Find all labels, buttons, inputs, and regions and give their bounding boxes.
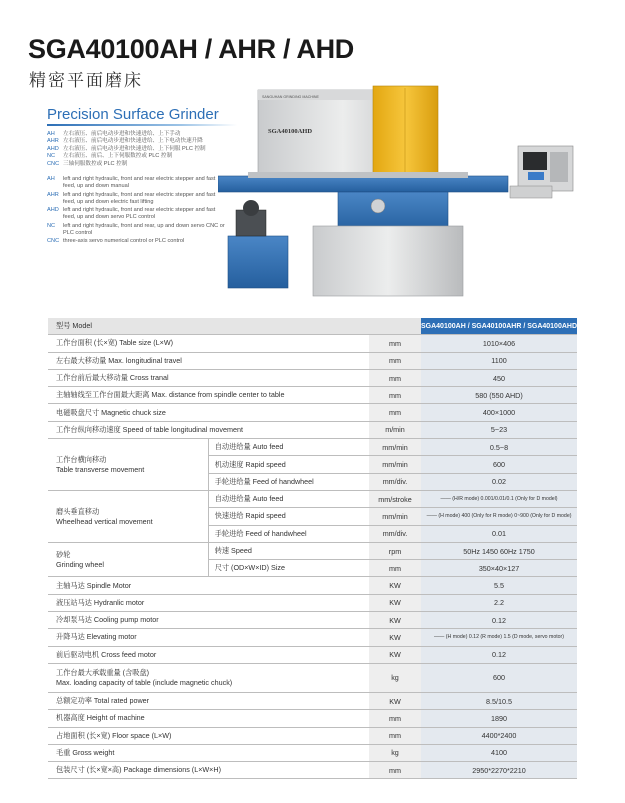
table-row: 工作台前后最大移动量 Cross tranal mm 450 [48, 369, 577, 386]
table-row: 磨头垂直移动 Wheelhead vertical movement 自动进给量 Auto feed mm/stroke —— (H/R mode) 0.001/0.01/0.1 (Only for D model) [48, 490, 577, 507]
heading-underline [47, 124, 237, 126]
table-row: 机动速度 Rapid speed mm/min 600 [48, 456, 577, 473]
models-list-en [47, 176, 227, 247]
model-row-en: AHD left and right hydraulic, front and rear electric stepper and fast feed, up and down servo PLC control [47, 207, 216, 220]
machine-top-label: SANGUHAN GRINDING MACHINE [262, 95, 319, 99]
table-row: 手轮进给量 Feed of handwheel mm/div. 0.02 [48, 473, 577, 490]
table-row: 总额定功率 Total rated power KW 8.5/10.5 [48, 692, 577, 709]
table-row: 砂轮 Grinding wheel 转速 Speed rpm 50Hz 1450 60Hz 1750 [48, 542, 577, 559]
model-row-en: CNC three-axis servo numerical control or PLC control [47, 238, 185, 244]
table-row: 工作台纵向移动速度 Speed of table longitudinal movement m/min 5~23 [48, 421, 577, 438]
page-subtitle-cn: 精密平面磨床 [29, 71, 143, 90]
model-row-en: AH left and right hydraulic, front and rear electric stepper and fast feed, up and down manual [47, 176, 216, 189]
table-row: 液压站马达 Hydranlic motor KW 2.2 [48, 594, 577, 611]
table-row: 占地面积 (长×宽) Floor space (L×W) mm 4400*2400 [48, 727, 577, 744]
model-row-cn: AHR 左右液压、前后电动步进和快速进给、上下电动快速升降 [47, 138, 203, 145]
table-row: 毛重 Gross weight kg 4100 [48, 744, 577, 761]
machine-illustration [218, 76, 578, 316]
page-title: SGA40100AH / AHR / AHD [28, 34, 354, 64]
table-row: 尺寸 (OD×W×ID) Size mm 350×40×127 [48, 560, 577, 577]
model-row-cn: NC 左右液压、前后、上下伺服数控或 PLC 控制 [47, 153, 173, 160]
table-row: 手轮进给 Feed of handwheel mm/div. 0.01 [48, 525, 577, 542]
table-row: 电磁吸盘尺寸 Magnetic chuck size mm 400×1000 [48, 404, 577, 421]
table-row: 机器高度 Height of machine mm 1890 [48, 710, 577, 727]
section-heading: Precision Surface Grinder [47, 106, 219, 123]
header-label: 型号 Model [48, 318, 369, 335]
models-list-cn [47, 131, 206, 168]
model-row-en: NC left and right hydraulic, front and rear, up and down servo CNC or PLC control [47, 222, 225, 236]
table-row: 左右最大移动量 Max. longitudinal travel mm 1100 [48, 352, 577, 369]
table-row: 工作台最大承载重量 (含吸盘) Max. loading capacity of table (include magnetic chuck) kg 600 [48, 663, 577, 692]
table-row: 冷却泵马达 Cooling pump motor KW 0.12 [48, 612, 577, 629]
model-row-cn: AHD 左右液压、前后电动步进和快速进给、上下伺服 PLC 控制 [47, 145, 206, 152]
table-row: 工作台横向移动 Table transverse movement 自动进给量 Auto feed mm/min 0.5~8 [48, 439, 577, 456]
group-label-grinding-wheel: 砂轮 Grinding wheel [48, 542, 208, 577]
table-row: 工作台面积 (长×宽) Table size (L×W) mm 1010×406 [48, 335, 577, 352]
table-row: 主轴马达 Spindle Motor KW 5.5 [48, 577, 577, 594]
model-row-cn: CNC 三轴伺服数控或 PLC 控制 [47, 160, 128, 167]
header-model: SGA40100AH / SGA40100AHR / SGA40100AHD [421, 318, 577, 335]
model-row-en: AHR left and right hydraulic, front and rear electric stepper and fast feed, up and down electric fast lifting [47, 191, 216, 205]
machine-nameplate: SGA40100AHD [268, 128, 313, 135]
table-row: 升降马达 Elevating motor KW —— (H mode) 0.12 (R mode) 1.5 (D mode, servo motor) [48, 629, 577, 646]
spec-table [48, 318, 577, 779]
group-label-table-transverse: 工作台横向移动 Table transverse movement [48, 439, 208, 491]
table-row: 快速进给 Rapid speed mm/min —— (H mode) 400 (Only for R mode) 0~900 (Only for D mode) [48, 508, 577, 525]
header-unit [369, 318, 421, 335]
model-row-cn: AH 左右液压、前后电动步进和快速进给、上下手动 [47, 131, 181, 137]
group-label-wheelhead-vertical: 磨头垂直移动 Wheelhead vertical movement [48, 490, 208, 542]
table-header-row [48, 318, 577, 335]
table-row: 主轴轴线至工作台面最大距离 Max. distance from spindle center to table mm 580 (550 AHD) [48, 387, 577, 404]
table-row: 包装尺寸 (长×宽×高) Package dimensions (L×W×H) mm 2950*2270*2210 [48, 762, 577, 779]
table-row: 前后驱动电机 Cross feed motor KW 0.12 [48, 646, 577, 663]
